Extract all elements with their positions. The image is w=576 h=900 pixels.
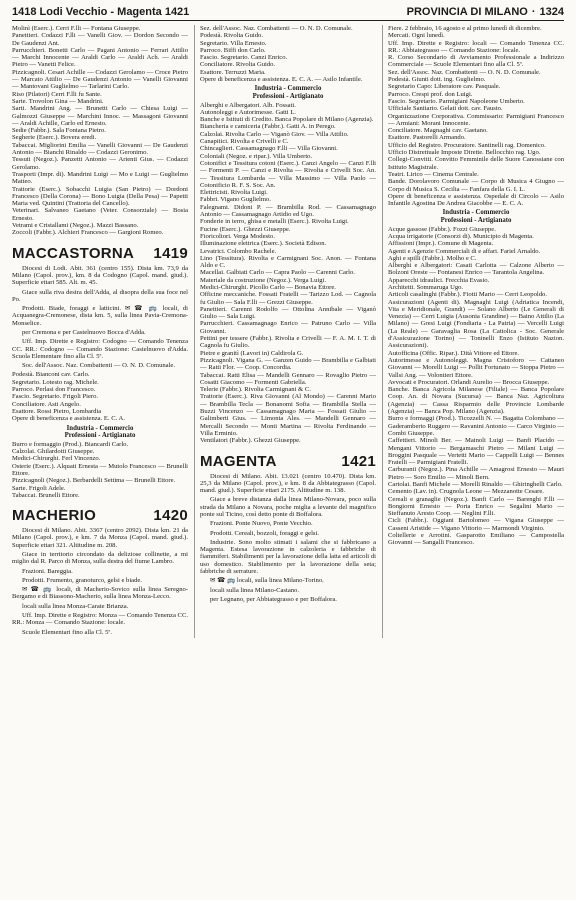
entry: Trattorie (Eserc.). Sobacchi Luigia (San Pietro) — Dordoni Francesco (Della Corona) — Bono Luigia (Della Pesa) — Papetti Maria ved. Quintini (Trattoria del Cancello). bbox=[12, 185, 188, 208]
entry: Organizzazione Corporativa. Commissario: Parmigiani Francesco — Armiani: Morani Innocente. bbox=[388, 112, 564, 127]
entry: Agenti e Agenzie Commerciali di e affari. Fariel Arnaldo. bbox=[388, 247, 541, 255]
entry: Sez. dell'Assoc. Naz. Combattenti — O. N. D. Comunale. bbox=[388, 68, 541, 76]
entry: Architetti. Sommaruga Ugo. bbox=[388, 283, 464, 291]
entry: Calzolai. Ghilardotti Giuseppe. bbox=[12, 448, 95, 456]
town-intro: Giace in territorio circondato da deliziose collinette, a mi miglio dal R. Parco di Monza, sulla destra del fiume Lambro. bbox=[12, 551, 188, 566]
entry: Macellai. Galbiati Carlo — Capra Paolo — Carenni Carlo. bbox=[200, 269, 355, 277]
entry: Parrucchieri. Cassamagnago Enrico — Patruno Carlo — Villa Giovanni. bbox=[200, 320, 376, 335]
entry: Sarti. Mandrini Ang. — Brunetti Carlo — Chiesa Luigi — Galmozzi Giuseppe — Marchini Innoc. — Massagoni Giovanni — Araldi Achille, Carlo ed Ernesto. bbox=[12, 105, 188, 127]
entry: Medici-Chirurghi. Ferl Vincenzo. bbox=[12, 455, 101, 463]
town-intro: Diocesi di Milano. Abit. 13.021 (centro 10.470). Dista km. 25,3 da Milano (Capol. prov.), e km. 8 da Abbiategrasso (Capol. mand. giud.). Superficie ettari 2175. Altitudine m. 138. bbox=[200, 472, 376, 495]
town-intro: Scuole Elementari fino alla Cl. 5ª. bbox=[22, 628, 112, 636]
entry: Materiale da costruzione (Negoz.). Verga Luigi. bbox=[200, 276, 327, 284]
entry: Ufficiale Sanitario. Gelati dott. cav. Fausto. bbox=[388, 105, 503, 113]
entry: Biancheria e camiceria (Fabbr.). Gatti A. in Perego. bbox=[200, 123, 336, 131]
entry: Illuminazione elettrica (Eserc.). Società Edison. bbox=[200, 240, 327, 248]
entry: Cotonifici e Tessitura cotoni (Eserc.). Canzi Angelo — Canzi F.lli — Formenti P. — Canzi e Rivolta — Rivolta e Crivelli Soc. An. — Tessitura Lombarda — Villa Massimo — Villa Paolo — Cotonificio R. F. S. Soc. An. bbox=[200, 159, 376, 189]
entry: Parroco. Crespi prof. don Luigi. bbox=[388, 90, 473, 98]
entry: Uff. Imp. Dirette e Registro: locali — Comando Tenenza CC. RR.: Abbiategrasso — Comando Stazione: locale. bbox=[388, 39, 564, 54]
entry: Tabaccai. Ratti Elisa — Mandelli Gennaro — Rovaglio Pietro — Cosatti Giacomo — Formenti Gabriella. bbox=[200, 371, 376, 386]
entry: Podestà. Giunti dott. ing. Guglielmo. bbox=[388, 76, 486, 84]
entry: Affissioni (Impr.). Comune di Magenta. bbox=[388, 240, 494, 248]
entry: Burro e formaggi (Prod.). Ticozzelli N. — Bagatta Colombano — Gaderamberto Ruggero — Ravanini Antonio — Carco Virginio — Combi Giuseppe. bbox=[388, 415, 564, 437]
section-heading-line: Industria - Commercio bbox=[254, 85, 322, 93]
header-right-title: PROVINCIA DI MILANO bbox=[406, 6, 528, 18]
entry: Cemento (Lav. in). Crugnola Leone — Mezzanotte Cesare. bbox=[388, 488, 544, 496]
town-intro: Giace sulla riva destra dell'Adda, al disopra della sua foce nel Po. bbox=[12, 288, 188, 303]
town-intro: Soc. dell'Assoc. Naz. Combattenti — O. N. D. Comunale. bbox=[22, 362, 176, 370]
header-left: 1418 Lodi Vecchio - Magenta 1421 bbox=[12, 6, 190, 18]
entry: Cicli (Fabbr.). Oggiani Bartolomeo — Vigana Giuseppe — Casseni Aristide — Vigano Vittorio — Marmondi Virginio. bbox=[388, 517, 564, 532]
header-page-number: 1324 bbox=[539, 6, 564, 18]
entry: Pietre e granitì (Lavori in) Caldirola G. bbox=[200, 349, 304, 357]
entry: Bande. Dorolavoro Comunale — Corpo di Musica 4 Giugno — Corpo di Musica S. Cecilia — Fanfara della G. I. L. bbox=[388, 178, 564, 193]
town-intro: Frazioni. Bareggia. bbox=[22, 567, 73, 575]
town-number: 1420 bbox=[153, 507, 188, 525]
entry: Parroco. Biffi don Carlo. bbox=[200, 46, 266, 54]
entry: Lino (Tessitura). Rivolta e Carmignani Soc. Anon. — Fontana Aldo e C. bbox=[200, 254, 376, 270]
entry: Carburanti (Negoz.). Pina Achille — Amagrosi Ernesto — Mauri Pietro — Soro Emilio — Minoli Bern. bbox=[388, 466, 564, 481]
entry: Riso (Pilatori) Cerri F.lli fu Sante. bbox=[12, 90, 102, 98]
entry: Burro e formaggio (Prod.). Biancardi Carlo. bbox=[12, 440, 129, 448]
entry: Pizzicagnoli. Cesari Achille — Codazzi Gerolamo — Croce Pietro — Marcato Attilio — De Gaudenzi Antonio — Vanelli Giovanni — Mantovani Guglielmo — Tarlarini Carlo. bbox=[12, 68, 188, 91]
entry: Esattore. Rossi Pietro, Lombardia bbox=[12, 407, 102, 415]
entry: Acque gassose (Fabbr.). Fozzi Giuseppe. bbox=[388, 225, 496, 233]
entry: Conciliatore. Asti Angelo. bbox=[12, 400, 81, 408]
entry: Segretario. Villa Ernesto. bbox=[200, 39, 267, 47]
entry: Vetrami e Cristallami (Negoz.). Mazzi Bassano. bbox=[12, 222, 139, 230]
entry: Fabbri. Vigano Guglielmo. bbox=[200, 196, 271, 204]
entry: Fonderie in terro, ghisa e metalli (Eserc.). Rivolta Luigi. bbox=[200, 218, 349, 226]
entry: Coltellerie e Arrotini. Gasparotto Emiliano — Campostella Giovanni — Sangalli Francesco. bbox=[388, 532, 564, 547]
entry: Ufficio del Registro. Procuratore. Santinelli rag. Domenico. bbox=[388, 141, 546, 149]
entry: Aghi e spilli (Fabbr.). Molho e C. bbox=[388, 254, 477, 262]
entry: Tabaccai. Migliorini Emilia — Vanelli Giovanni — De Gaudenzi Antonio — Bianchi Rinaldo — Codazzi Geronimo. bbox=[12, 141, 188, 157]
town-intro: locali sulla linea Monza-Carate Brianza. bbox=[22, 602, 129, 610]
entry: Cartolai. Banfi Michele — Morelli Rinaldo — Ghiringhelli Carlo. bbox=[388, 481, 563, 488]
entry: Medici-Chirurghi. Picollo Carlo — Bonavia Ettore. bbox=[200, 283, 336, 291]
entry: Pizzicagnoli. Vigana G. — Ganzen Guido — Brambilla e Galbiati — Ratti Flor. — Coop. Concordia. bbox=[200, 356, 376, 372]
entry: Alberghi e Albergatori: Casati Carlotta — Calzone Alberto — Bolzoni Oreste — Fontanesi Enrico — Tarantola Angelina. bbox=[388, 262, 564, 277]
town-intro: Uff. Imp. Dirette e Registro: Codogno — Comando Tenenza CC. RR.: Codogno — Comando Stazione: Castelnuovo d'Adda. Scuola Elementare fino alla Cl. 5ª. bbox=[12, 338, 188, 360]
entry: Podestà. Rivolta Guido. bbox=[200, 32, 264, 40]
entry: Banche. Banca Agricola Milanese (Filiale) — Banca Popolare Coop. An. di Novara (Sucursa) — Banca Naz. Agricoltura (Agenzia) — Cassa Risparmio delle Provincie Lombarde (Agenzia) — Banca Pop. Milano (Agenzia). bbox=[388, 386, 564, 416]
entry: Esattore. Terruzzi Maria. bbox=[200, 68, 266, 76]
town-number: 1419 bbox=[153, 244, 188, 262]
entry: Autofficina (Offic. Ripar.). Dità Vittore ed Ettore. bbox=[388, 349, 520, 357]
entry: Panettieri. Codazzi F.lli — Vanelli Giov. — Dordon Secondo — De Gaudenzi Ant. bbox=[12, 32, 188, 47]
entry: Coloniali (Negoz. e ripar.). Villa Umberto. bbox=[200, 152, 313, 160]
town-name: MAGENTA bbox=[200, 452, 277, 470]
entry: Fioricoltori. Verga Modesto. bbox=[200, 232, 275, 240]
section-heading-line: Professioni - Artigianato bbox=[440, 217, 512, 225]
entry: Segretario. Lotesto rag. Michele. bbox=[12, 378, 99, 386]
entry: Sedie (Fabbr.). Sala Fontana Pietro. bbox=[12, 127, 106, 135]
section-heading bbox=[388, 209, 564, 224]
town-name: MACHERIO bbox=[12, 507, 97, 525]
entry: Opere di beneficenza e assistenza. E. C. A. — Asilo Infantile. bbox=[200, 76, 363, 84]
entry: Ufficio Distrettuale Imposte Dirette. Bellocchio rag. Ugo. bbox=[388, 149, 541, 157]
town-heading-maccastorna bbox=[12, 245, 188, 262]
entry: Teatri. Lirico — Cinema Centrale. bbox=[388, 170, 479, 178]
entry: Opere di beneficenza e assistenza. Ospedale di Circolo — Asilo Infantile Agostina De Andrea Giacobbe — E. C. A. bbox=[388, 192, 564, 208]
entry: Sez. dell'Assoc. Naz. Combattenti — O. N. D. Comunale. bbox=[200, 25, 353, 32]
entry: Fiere. 2 febbraio, 16 agosto e al primo lunedì di dicembre. bbox=[388, 25, 542, 32]
town-number: 1421 bbox=[341, 452, 376, 470]
entry: Parroco. Perlasi don Francesco. bbox=[12, 386, 96, 394]
entry: Fascio. Segretario. Parmigiani Napoleone Umberto. bbox=[388, 97, 525, 105]
town-intro: ✉ ☎ 🚌 locali, di Macherio-Sovico sulla linea Seregno-Bergamo e di Biassono-Macherio, sulla linea Monza-Lecco. bbox=[12, 586, 188, 601]
town-intro: Frazioni. Ponte Nuovo, Ponte Vecchio. bbox=[210, 520, 313, 528]
column-1 bbox=[12, 25, 188, 638]
town-intro: locali sulla linea Milano-Castano. bbox=[210, 586, 299, 594]
entry: Levatrici. Colombo Rachele. bbox=[200, 247, 277, 255]
entry: Pizzicagnoli (Negoz.). Berbardelli Settima — Brunelli Ettore. bbox=[12, 477, 176, 485]
section-heading-line: Professioni - Artigianato bbox=[252, 92, 324, 100]
town-intro: Prodotti. Cereali, bozzoli, foraggi e gelsi. bbox=[210, 529, 319, 537]
entry: Osterie (Eserc.). Alquati Ernesta — Mutolo Francesco — Brunelli Ettore. bbox=[12, 462, 188, 477]
entry: Podestà. Bianconi cav. Carlo. bbox=[12, 371, 90, 379]
town-intro: Diocesi di Milano. Abit. 3367 (centro 2092). Dista km. 21 da Milano (Capol. prov.), e km. 7 da Monza (Capol. mand. giud.). Superficie ettari 321. Altitudine m. 208. bbox=[12, 527, 188, 549]
col1-entries-a bbox=[12, 25, 188, 237]
entry: Officine meccaniche. Fossati Fratelli — Tarizzo Lod. — Cagnola fu Giulio — Sala F.lli — Grezzi Giuseppe. bbox=[200, 291, 376, 306]
entry: Chincaglieri. Cassamagnago F.lli — Villa Giovanni. bbox=[200, 145, 338, 153]
entry: Opere di beneficenza e assistenza. E. C. A. bbox=[12, 415, 125, 423]
column-2 bbox=[194, 25, 376, 638]
entry: Autorimesse e Autonoleggi. Magna Cristoforo — Cattaneo Giovanni — Morelli Luigi — Pollit Fortunato — Stoppa Pietro — Vallsi Ang. — Volontieri Ettore. bbox=[388, 356, 564, 379]
section-heading bbox=[12, 425, 188, 440]
entry: Tessuti (Negoz.). Panzetti Antonio — Arienti Gius. — Codazzi Gerolamo. bbox=[12, 156, 188, 171]
entry: Segretario Capo: Liberatore cav. Pasquale. bbox=[388, 83, 501, 91]
entry: Esattore. Pastorelli Armando. bbox=[388, 134, 466, 142]
town-intro: Uff. Imp. Dirette e Registro: Monza — Comando Tenenza CC. RR.: Monza — Comando Stazione: locale. bbox=[12, 612, 188, 627]
entry: Elettricisti. Rivolta Luigi. bbox=[200, 189, 268, 197]
section-heading bbox=[200, 85, 376, 100]
entry: Conciliatore. Rivolta Guido. bbox=[200, 61, 276, 69]
town-intro: ✉ ☎ 🚌 locali, sulla linea Milano-Torino. bbox=[210, 577, 324, 585]
column-3 bbox=[382, 25, 564, 638]
entry: Parrucchieri. Bonetti Carlo — Pagani Antonio — Ferrari Attilio — Marchi Innocente — Araldi Carlo — Araldi Ach. — Araldi Pietro — Vanetti Felice. bbox=[12, 46, 188, 69]
entry: Telerie (Fabbr.). Rivolta Carmignani & C. bbox=[200, 386, 311, 394]
entry: Veterinari. Salvaneo Gaetano (Veter. Consorziale) — Bosia Ernesto. bbox=[12, 207, 188, 222]
entry: Mercati. Ogni lunedì. bbox=[388, 32, 445, 40]
entry: Trasporti (Impr. di). Mandrini Luigi — Mo e Luigi — Guglielmo Matteo. bbox=[12, 170, 188, 186]
section-heading-line: Industria - Commercio bbox=[442, 209, 510, 217]
entry: Collegi-Convitti. Convitto Femminile delle Suore Canossiane con Istituto Magistrale. bbox=[388, 156, 564, 171]
town-intro: Prodotti. Biade, foraggi e latticini. ✉ ☎ 🚌 locali, di Acquanegra-Cremonese, dista km. 5, sulla linea Pavia-Cremona-Monselice. bbox=[12, 305, 188, 327]
entry: Ventilatori (Fabbr.). Ghezzi Giuseppe. bbox=[200, 437, 301, 445]
entry: Cereali e granaglie (Negoz.). Banfi Carlo — Barenghi F.lli — Bongiorni Ernesto — Porta Enrico — Segalini Mario — Steffanuto Aresto Coop. — Neglini F.lli. bbox=[388, 495, 564, 518]
entry: Fascio. Segretario. Frigoli Piero. bbox=[12, 393, 99, 401]
entry: Zoccoli (Fabbr.). Alchieri Francesco — Gargioni Romeo. bbox=[12, 229, 164, 237]
section-heading-line: Professioni - Artigianato bbox=[64, 432, 136, 440]
entry: R. Corso Secondario di Avviamento Professionale a Indirizzo Commerciale — Scuole Elementari fino alla Cl. 5ª. bbox=[388, 54, 564, 69]
entry: Avvocati e Procuratori. Orlandi Aurelio — Brocca Giuseppe. bbox=[388, 378, 550, 386]
town-intro: Giace a breve distanza dalla linea Milano-Novara, poco sulla strada da Milano a Novara, poche miglia a levante del magnifico ponte sul Ticino, così detto ponte di Boffalora. bbox=[200, 496, 376, 518]
entry: Apparecchi idraulici. Frecchia Evasio. bbox=[388, 276, 490, 284]
town-name: MACCASTORNA bbox=[12, 244, 135, 262]
entry: Articoli casalinghi (Fabbr.). Fiotti Mario — Cerri Leopoldo. bbox=[388, 291, 547, 299]
entry: Calzolai. Rivolta Carlo — Viganò Giov. — Villa Attilio. bbox=[200, 130, 349, 138]
entry: Sarte. Trovolon Gina — Mandrini. bbox=[12, 97, 104, 105]
entry: Segherie (Eserc.). Bovera eredi. bbox=[12, 134, 97, 142]
town-intro: Industrie. Sono molto stimati i salami che si fabbricano a Magenta. Estesa lavorazione in calzoleria e fabbriche di fiammiferi. Stabilimenti per la lavorazione della latta ed articoli di uso domestico. Stabilimento per la lavorazione della seta; fabbriche di serrature. bbox=[200, 538, 376, 576]
page-header: 1418 Lodi Vecchio - Magenta 1421 PROVINCIA DI MILANO · 1324 bbox=[12, 6, 564, 21]
section-heading-line: Industria - Commercio bbox=[66, 424, 134, 432]
entry: Falegnami. Didoni P. — Brambilla Rod. — Cassamagnago Antonio — Cassamagnago Artidio ed Ugo. bbox=[200, 203, 376, 219]
entry: Trattorie (Eserc.). Riva Giovanni (Al Mondo) — Carenni Mario — Brambilla Tecla — Bonanomi Sofia — Brambilla Stella — Buzzi Vincenzo — Cassamagnago Maria — Fossati Giulio — Galimberti Gius. — Limonta Ales. — Mandelli Gennaro — Mercalli Secondo — Monti Martina — Rivolta Ferdinando — Villa Erminio. bbox=[200, 393, 376, 437]
entry: Panettieri. Carenni Rodolfo — Ottolina Annibale — Viganò Giulio — Sala Luigi. bbox=[200, 305, 376, 321]
entry: Conciliatore. Magnaghi cav. Gaetano. bbox=[388, 127, 488, 135]
entry: Fucine (Eserc.). Ghezzi Giuseppe. bbox=[200, 225, 291, 233]
entry: Canapitici. Rivolta e Crivelli e C. bbox=[200, 138, 289, 146]
town-intro: Diocesi di Lodi. Abit. 361 (centro 155). Dista km. 73,9 da Milano (Capol. prov.), km. 8 da Codogno (Capol. mand. giud.). Superficie ettari 585. Alt. m. 45. bbox=[12, 264, 188, 287]
entry: Tabaccai. Brunelli Ettore. bbox=[12, 491, 80, 499]
entry: Autonoleggi e Autorimesse. Gatti L. bbox=[200, 108, 296, 116]
town-intro: Prodotti. Frumento, granoturco, gelsi e biade. bbox=[22, 576, 142, 584]
entry: Assicurazioni (Agenti di). Magnaghi Luigi (Adriatica Incendi, Vita e Meridionale, Grandi) — Solano Alberto (Le Generali di Venezia) — Cerri Luigia (Ausonia Grandine) — Baino Attilio (La Milano) — Gresi Luigi (Fondiaria - La Patria) — Vercelli Luigi (La Reale) — Garavaglia Rosa (La Cattolica - Soc. Generale d'Assicurazione Torino) — Toninelli Enzo (Istituto Nazion. Assicurazioni). bbox=[388, 298, 564, 350]
entry: Fascio. Segretario. Canzi Enrico. bbox=[200, 54, 288, 62]
entry: Sarte. Frigoli Adele. bbox=[12, 484, 66, 492]
entry: Banche e Istituti di Credito. Banca Popolare di Milano (Agenzia). bbox=[200, 116, 374, 124]
town-intro: per Legnano, per Abbiategrasso e per Boffalora. bbox=[210, 595, 337, 603]
entry: Pettini per tessere (Fabbr.). Rivolta e Crivelli — F. A. M. I. T. di Cagnola fu Giulio. bbox=[200, 335, 376, 350]
town-heading-macherio bbox=[12, 507, 188, 524]
entry: Caffettieri. Minoli Ber. — Mainoli Luigi — Banfi Placido — Mengani Vittorio — Bergamaschi Pietro — Milani Luigi — Broggini Pasquale — Vertetti Mario — Cappelli Luigi — Bennes Fratelli — Parmigiani Fratelli. bbox=[388, 437, 564, 467]
entry: Acqua irrigatorie (Consorzi di). Municipio di Magenta. bbox=[388, 232, 534, 240]
entry: Molinì (Eserc.). Cerri F.lli — Fontana Giuseppe. bbox=[12, 25, 141, 32]
town-heading-magenta bbox=[200, 453, 376, 470]
town-intro: per Cremona e per Castelnuovo Bocca d'Adda. bbox=[22, 328, 146, 336]
entry: Alberghi e Albergatori. Alb. Fossati. bbox=[200, 101, 296, 109]
